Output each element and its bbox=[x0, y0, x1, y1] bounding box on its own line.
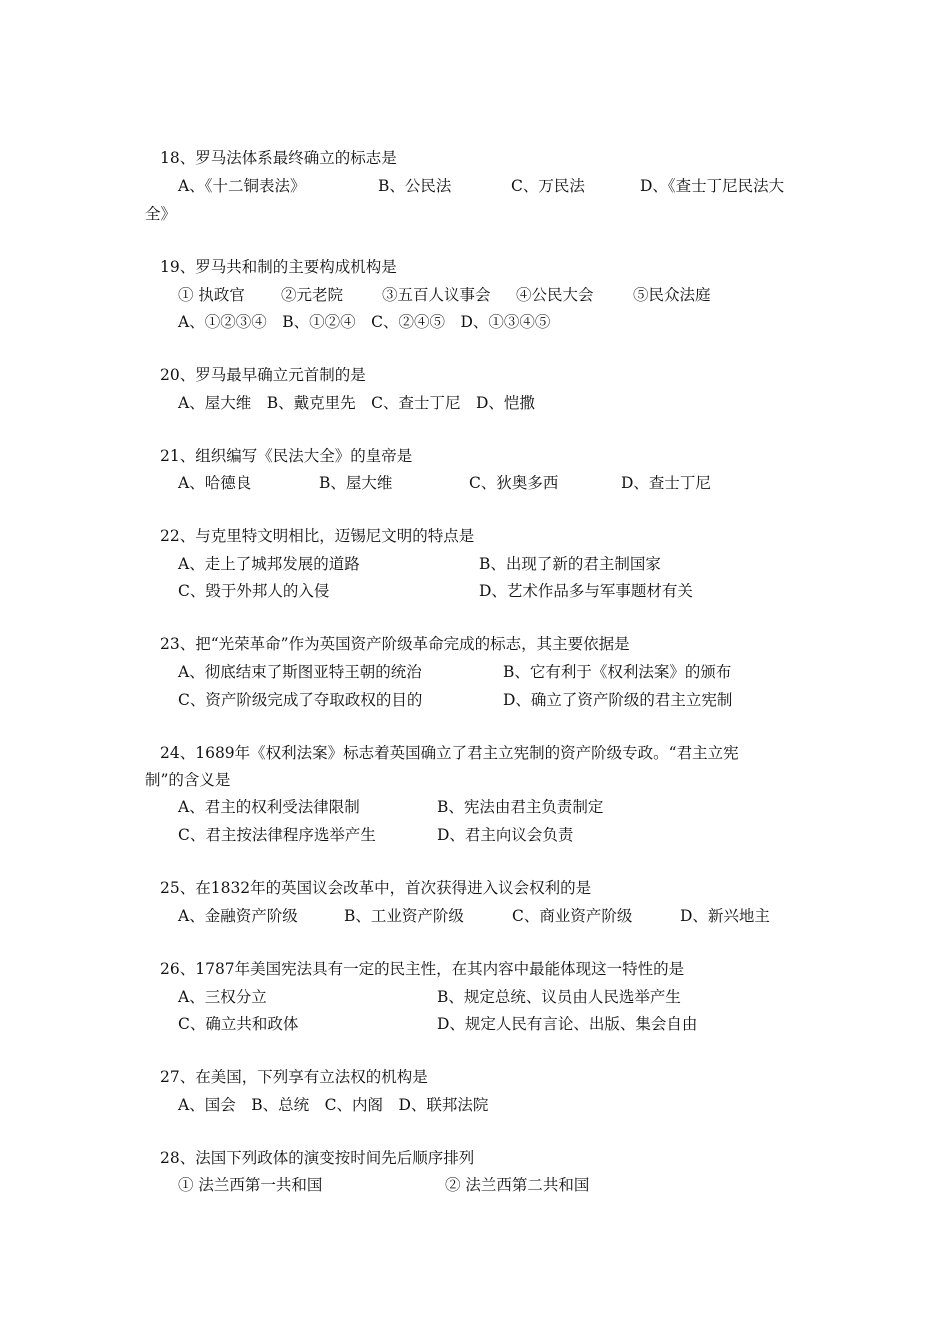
question-20-options: A、屋大维 B、戴克里先 C、查士丁尼 D、恺撒 bbox=[178, 394, 535, 412]
question-27-stem: 27、在美国，下列享有立法权的机构是 bbox=[160, 1068, 428, 1086]
question-18-option-c: C、万民法 bbox=[511, 177, 585, 195]
question-28-item-2: ② 法兰西第二共和国 bbox=[445, 1176, 590, 1194]
question-21-option-d: D、查士丁尼 bbox=[621, 474, 711, 492]
question-27-options: A、国会 B、总统 C、内阁 D、联邦法院 bbox=[178, 1096, 489, 1114]
question-28-stem: 28、法国下列政体的演变按时间先后顺序排列 bbox=[160, 1149, 475, 1167]
question-28-item-1: ① 法兰西第一共和国 bbox=[178, 1176, 323, 1194]
question-24-stem-continued: 制”的含义是 bbox=[145, 771, 231, 789]
question-18-option-d-continued: 全》 bbox=[145, 205, 177, 223]
question-22-stem: 22、与克里特文明相比，迈锡尼文明的特点是 bbox=[160, 527, 475, 545]
question-26-option-d: D、规定人民有言论、出版、集会自由 bbox=[437, 1015, 698, 1033]
question-25-option-b: B、工业资产阶级 bbox=[344, 907, 464, 925]
question-23-option-a: A、彻底结束了斯图亚特王朝的统治 bbox=[178, 663, 422, 681]
question-25-option-d: D、新兴地主 bbox=[680, 907, 770, 925]
question-19-item-1: ① 执政官 bbox=[178, 286, 245, 304]
question-25-option-a: A、金融资产阶级 bbox=[178, 907, 298, 925]
question-19-item-2: ②元老院 bbox=[281, 286, 344, 304]
question-26-option-a: A、三权分立 bbox=[178, 988, 267, 1006]
question-19-options: A、①②③④ B、①②④ C、②④⑤ D、①③④⑤ bbox=[178, 313, 551, 331]
question-19-stem: 19、罗马共和制的主要构成机构是 bbox=[160, 258, 397, 276]
question-24-option-d: D、君主向议会负责 bbox=[437, 826, 574, 844]
question-22-option-b: B、出现了新的君主制国家 bbox=[479, 555, 661, 573]
question-23-option-b: B、它有利于《权利法案》的颁布 bbox=[503, 663, 732, 681]
question-20-stem: 20、罗马最早确立元首制的是 bbox=[160, 366, 366, 384]
question-24-option-c: C、君主按法律程序选举产生 bbox=[178, 826, 376, 844]
question-19-item-3: ③五百人议事会 bbox=[382, 286, 491, 304]
question-22-option-d: D、艺术作品多与军事题材有关 bbox=[479, 582, 693, 600]
question-18-option-b: B、公民法 bbox=[378, 177, 452, 195]
question-18-option-a: A、《十二铜表法》 bbox=[178, 177, 306, 195]
question-18-stem: 18、罗马法体系最终确立的标志是 bbox=[160, 149, 397, 167]
question-23-option-c: C、资产阶级完成了夺取政权的目的 bbox=[178, 691, 423, 709]
question-24-option-b: B、宪法由君主负责制定 bbox=[437, 798, 604, 816]
question-21-stem: 21、组织编写《民法大全》的皇帝是 bbox=[160, 447, 413, 465]
question-19-item-5: ⑤民众法庭 bbox=[633, 286, 711, 304]
question-26-option-b: B、规定总统、议员由人民选举产生 bbox=[437, 988, 681, 1006]
question-22-option-c: C、毁于外邦人的入侵 bbox=[178, 582, 330, 600]
question-25-option-c: C、商业资产阶级 bbox=[512, 907, 633, 925]
question-24-stem: 24、1689年《权利法案》标志着英国确立了君主立宪制的资产阶级专政。“君主立宪 bbox=[160, 744, 739, 762]
question-19-item-4: ④公民大会 bbox=[516, 286, 594, 304]
question-18-option-d: D、《查士丁尼民法大 bbox=[640, 177, 785, 195]
question-23-option-d: D、确立了资产阶级的君主立宪制 bbox=[503, 691, 733, 709]
question-21-option-a: A、哈德良 bbox=[178, 474, 252, 492]
question-21-option-c: C、狄奥多西 bbox=[469, 474, 559, 492]
question-26-option-c: C、确立共和政体 bbox=[178, 1015, 299, 1033]
question-21-option-b: B、屋大维 bbox=[319, 474, 393, 492]
question-22-option-a: A、走上了城邦发展的道路 bbox=[178, 555, 360, 573]
question-24-option-a: A、君主的权利受法律限制 bbox=[178, 798, 360, 816]
question-25-stem: 25、在1832年的英国议会改革中，首次获得进入议会权利的是 bbox=[160, 879, 592, 897]
question-23-stem: 23、把“光荣革命”作为英国资产阶级革命完成的标志，其主要依据是 bbox=[160, 635, 630, 653]
question-26-stem: 26、1787年美国宪法具有一定的民主性，在其内容中最能体现这一特性的是 bbox=[160, 960, 685, 978]
